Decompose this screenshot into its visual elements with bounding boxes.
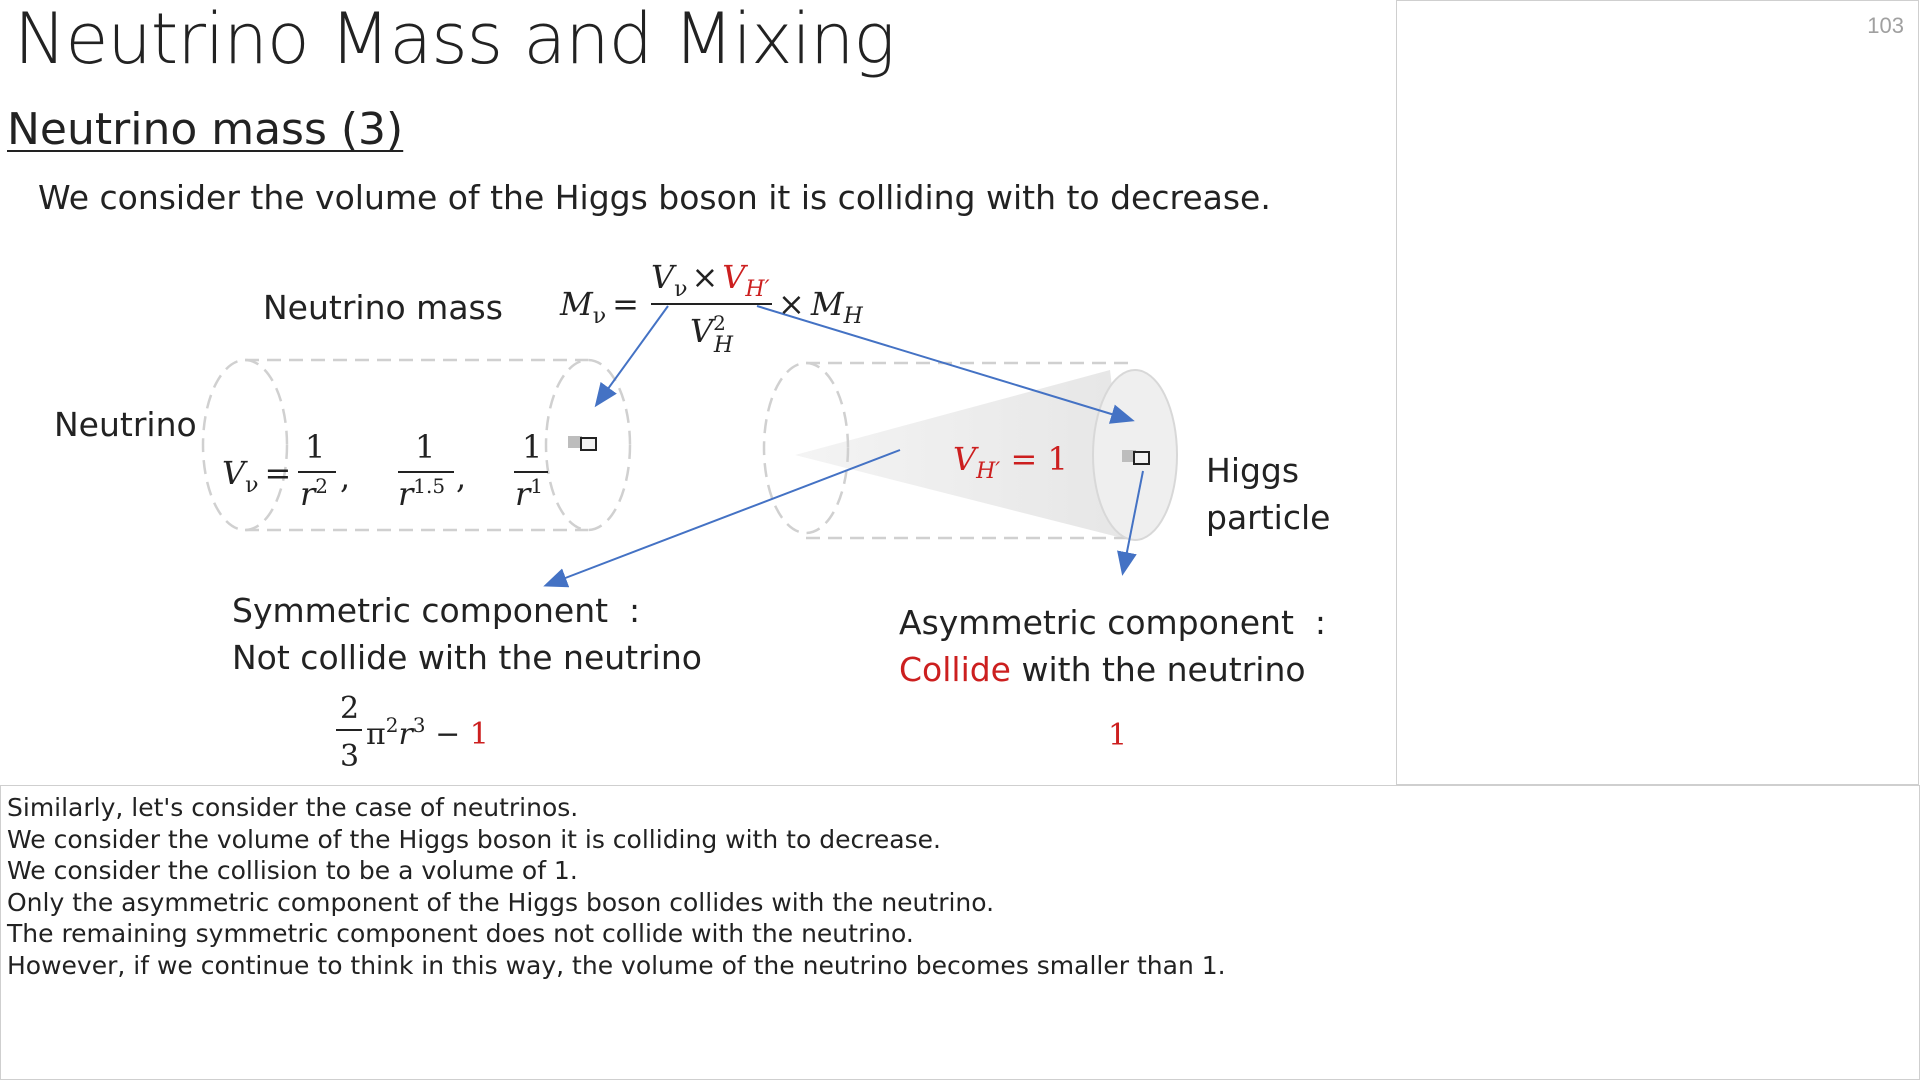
- symmetric-description: Not collide with the neutrino: [232, 638, 702, 677]
- svg-text:,: ,: [456, 458, 467, 496]
- neutrino-label: Neutrino: [54, 405, 197, 444]
- asymmetric-description-rest: with the neutrino: [1011, 650, 1306, 689]
- neutrino-volume-equation: [222, 428, 548, 513]
- speaker-notes-panel[interactable]: [0, 785, 1920, 1080]
- note-line: The remaining symmetric component does not collide with the neutrino.: [7, 919, 914, 948]
- svg-text:1: 1: [415, 428, 436, 466]
- svg-text:Mν=: $M_\nu$ =: [560, 285, 639, 329]
- svg-text:Vν=: $V_\nu$ =: [222, 454, 292, 498]
- collide-word: Collide: [899, 650, 1011, 689]
- slide-subtitle: Neutrino mass (3): [7, 104, 404, 155]
- note-line: We consider the collision to be a volume of 1.: [7, 856, 578, 885]
- note-line: However, if we continue to think in this way, the volume of the neutrino becomes smaller than 1.: [7, 950, 1226, 980]
- note-line: Only the asymmetric component of the Higgs boson collides with the neutrino.: [7, 887, 995, 917]
- higgs-point-icon: [1122, 450, 1149, 464]
- svg-text:Vν×VH′: $V_\nu \times V_{H'}$: [651, 258, 770, 302]
- neutrino-mass-label: Neutrino mass: [263, 288, 503, 327]
- slide-title: Neutrino Mass and Mixing: [14, 0, 895, 80]
- page-number: 103: [1867, 13, 1904, 38]
- higgs-label-line2: particle: [1206, 498, 1331, 537]
- slide-side-panel: [1396, 0, 1919, 785]
- note-line: Similarly, let's consider the case of neutrinos.: [7, 793, 579, 822]
- asymmetric-description: [899, 650, 1306, 689]
- note-line: We consider the volume of the Higgs boson it is colliding with to decrease.: [7, 824, 941, 854]
- intro-text: We consider the volume of the Higgs boson it is colliding with to decrease.: [38, 178, 1271, 217]
- asymmetric-heading: Asymmetric component :: [899, 603, 1326, 642]
- svg-text:π2r3 − 1: $\pi^2r^3 - 1$: [366, 713, 489, 752]
- symmetric-heading: Symmetric component :: [232, 591, 641, 630]
- svg-text:×MH: × $M_H$: [778, 285, 863, 329]
- svg-text:V2H: $V^2$ H: [690, 311, 734, 358]
- svg-text:r1: $r^1$: [515, 474, 544, 513]
- symmetric-value: [336, 691, 489, 774]
- svg-text:2: 2: [340, 691, 360, 726]
- mass-equation: [559, 258, 864, 358]
- svg-text:1: 1: [522, 428, 543, 466]
- svg-text:VH′ = 1: $V_{H'} = 1$: [953, 440, 1068, 484]
- neutrino-point-icon: [568, 436, 596, 450]
- higgs-label-line1: Higgs: [1206, 451, 1300, 490]
- svg-text:r1.5: $r^{1.5}$: [398, 474, 446, 513]
- asymmetric-value: 1: [1108, 718, 1128, 753]
- svg-text:1: 1: [305, 428, 326, 466]
- svg-text:,: ,: [340, 458, 351, 496]
- svg-text:r2: $r^2$: [300, 474, 329, 513]
- svg-text:3: 3: [340, 739, 360, 774]
- higgs-volume-equation: [953, 440, 1068, 484]
- arrow-to-symmetric: [547, 450, 900, 585]
